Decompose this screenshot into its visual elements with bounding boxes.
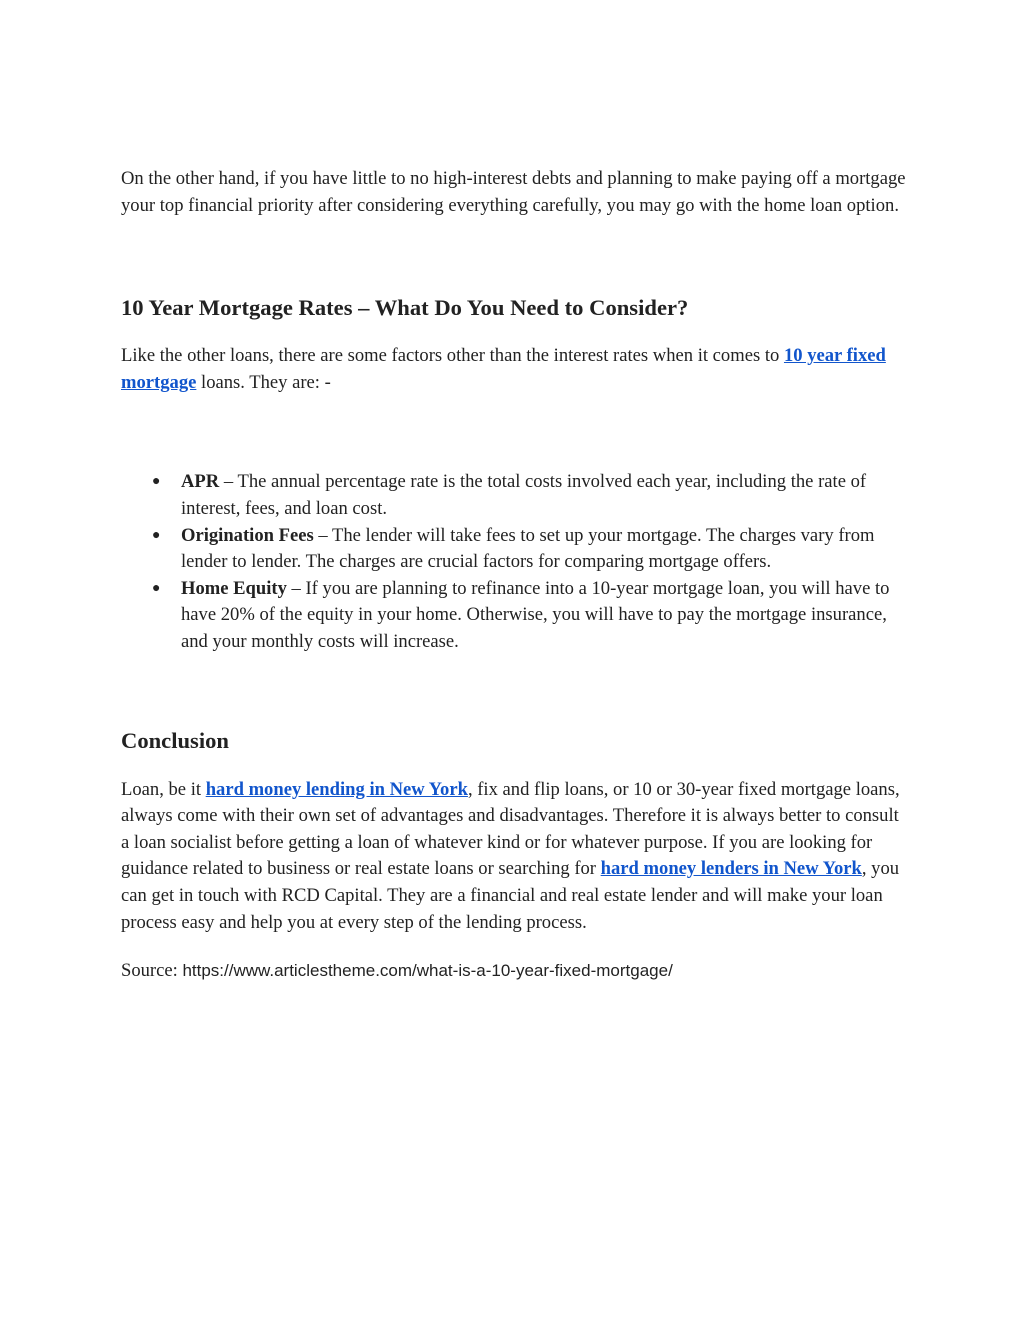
- hard-money-lenders-link[interactable]: hard money lenders in New York: [600, 858, 862, 880]
- section-heading-mortgage-rates: 10 Year Mortgage Rates – What Do You Need to Consider?: [121, 295, 689, 321]
- mortgage-rates-text-after: loans. They are: -: [196, 371, 331, 393]
- hard-money-lending-link[interactable]: hard money lending in New York: [205, 778, 468, 800]
- fixed-mortgage-link[interactable]: 10 year fixed mortgage: [121, 345, 886, 393]
- list-item-description: – The annual percentage rate is the total costs involved each year, including the rate of interest, fees, and loan cost.: [181, 471, 867, 519]
- factors-list: [121, 469, 911, 655]
- source-label: Source:: [121, 960, 183, 982]
- bullet-icon: ●: [152, 580, 161, 596]
- list-item-term: Home Equity: [181, 577, 287, 599]
- mortgage-rates-text-before: Like the other loans, there are some factors other than the interest rates when it comes to: [121, 345, 784, 367]
- conclusion-text-part1: Loan, be it: [121, 778, 206, 800]
- conclusion-paragraph: [121, 777, 911, 937]
- section-heading-conclusion: Conclusion: [121, 727, 229, 753]
- list-item-description: – If you are planning to refinance into a 10-year mortgage loan, you will have to have 20% of the equity in your home. Otherwise, you will have to pay the mortgage insurance, and your monthly costs will increase.: [181, 577, 890, 652]
- list-item-term: APR: [181, 471, 220, 493]
- list-item-term: Origination Fees: [181, 524, 314, 546]
- document-page: [121, 166, 911, 985]
- list-item-home-equity: [121, 576, 911, 656]
- conclusion-text-part3: , you can get in touch with RCD Capital. They are a financial and real estate lender and will make your loan process easy and help you at every step of the lending process.: [121, 858, 900, 933]
- source-url: https://www.articlestheme.com/what-is-a-10-year-fixed-mortgage/: [182, 961, 673, 981]
- list-item-apr: [121, 469, 911, 522]
- mortgage-rates-paragraph: [121, 343, 911, 396]
- list-item-description: – The lender will take fees to set up your mortgage. The charges vary from lender to lender. The charges are crucial factors for comparing mortgage offers.: [181, 524, 875, 573]
- intro-paragraph: On the other hand, if you have little to no high-interest debts and planning to make paying off a mortgage your top financial priority after considering everything carefully, you may go with the home loan option.: [121, 168, 906, 216]
- source-line: [121, 958, 911, 985]
- list-item-origination-fees: [121, 523, 911, 576]
- bullet-icon: ●: [152, 527, 161, 543]
- bullet-icon: ●: [152, 474, 161, 490]
- conclusion-text-part2: , fix and flip loans, or 10 or 30-year fixed mortgage loans, always come with their own set of advantages and disadvantages. Therefore it is always better to consult a loan socialist before getting a loan of whatever kind or for whatever purpose. If you are looking for guidance related to business or real estate loans or searching for: [121, 778, 900, 880]
